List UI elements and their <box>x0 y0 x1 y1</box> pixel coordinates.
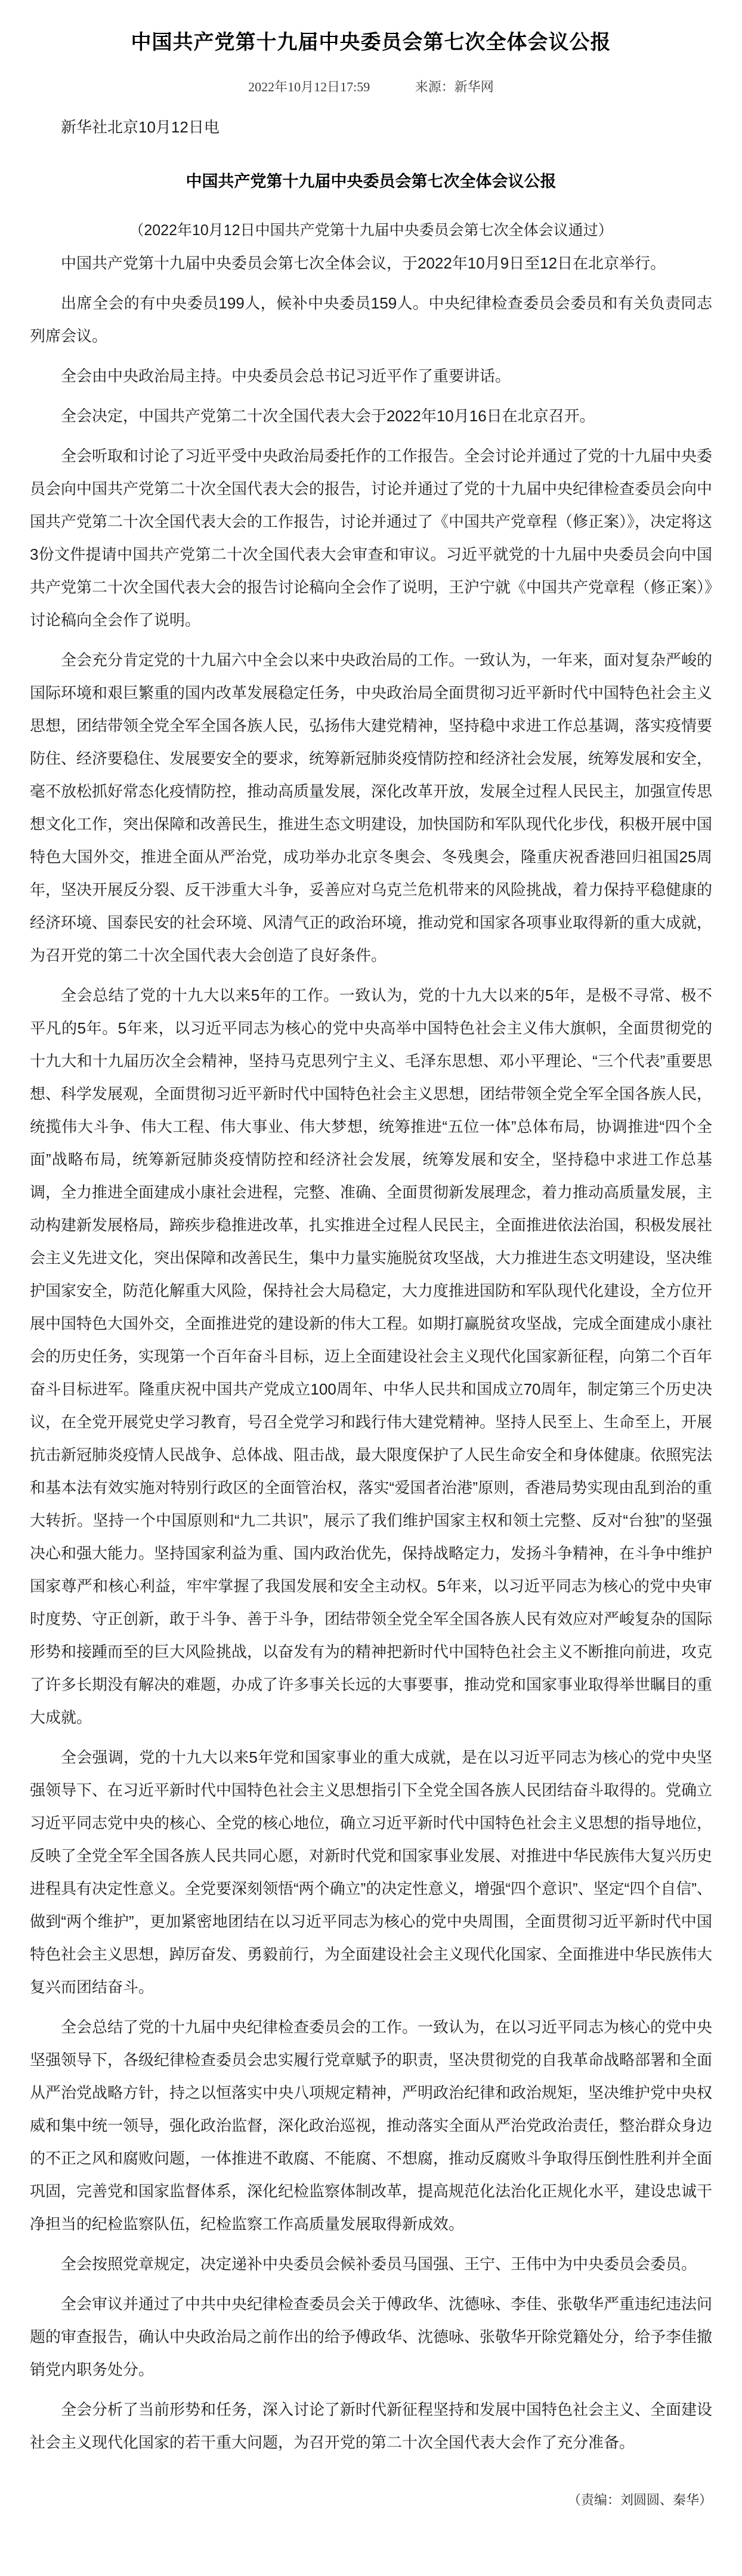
paragraph: 全会充分肯定党的十九届六中全会以来中央政治局的工作。一致认为，一年来，面对复杂严峻的国际环境和艰巨繁重的国内改革发展稳定任务，中央政治局全面贯彻习近平新时代中国特色社会主义思想，团结带领全党全军全国各族人民，弘扬伟大建党精神，坚持稳中求进工作总基调，落实疫情要防住、经济要稳住、发展要安全的要求，统筹新冠肺炎疫情防控和经济社会发展，统筹发展和安全，毫不放松抓好常态化疫情防控，推动高质量发展，深化改革开放，发展全过程人民民主，加强宣传思想文化工作，突出保障和改善民生，推进生态文明建设，加快国防和军队现代化步伐，积极开展中国特色大国外交，推进全面从严治党，成功举办北京冬奥会、冬残奥会，隆重庆祝香港回归祖国25周年，坚决开展反分裂、反干涉重大斗争，妥善应对乌克兰危机带来的风险挑战，着力保持平稳健康的经济环境、国泰民安的社会环境、风清气正的政治环境，推动党和国家各项事业取得新的重大成就，为召开党的第二十次全国代表大会创造了良好条件。 <box>30 651 713 965</box>
paragraph: 全会分析了当前形势和任务，深入讨论了新时代新征程坚持和发展中国特色社会主义、全面建设社会主义现代化国家的若干重大问题，为召开党的第二十次全国代表大会作了充分准备。 <box>30 2401 713 2452</box>
article-body <box>30 111 712 2509</box>
paragraph: 全会决定，中国共产党第二十次全国代表大会于2022年10月16日在北京召开。 <box>61 407 595 425</box>
paragraph: 全会由中央政治局主持。中央委员会总书记习近平作了重要讲话。 <box>61 367 511 385</box>
editors-note: （责编：刘圆圆、秦华） <box>567 2492 712 2508</box>
document-adoption-note: （2022年10月12日中国共产党第十九届中央委员会第七次全体会议通过） <box>129 221 613 239</box>
paragraph: 全会审议并通过了中共中央纪律检查委员会关于傅政华、沈德咏、李佳、张敬华严重违纪违法问题的审查报告，确认中央政治局之前作出的给予傅政华、沈德咏、张敬华开除党籍处分，给予李佳撤销党内职务处分。 <box>30 2295 713 2379</box>
dateline: 新华社北京10月12日电 <box>61 118 219 136</box>
paragraph: 全会总结了党的十九大以来5年的工作。一致认为，党的十九大以来的5年，是极不寻常、极不平凡的5年。5年来，以习近平同志为核心的党中央高举中国特色社会主义伟大旗帜，全面贯彻党的十九大和十九届历次全会精神，坚持马克思列宁主义、毛泽东思想、邓小平理论、“三个代表”重要思想、科学发展观，全面贯彻习近平新时代中国特色社会主义思想，团结带领全党全军全国各族人民，统揽伟大斗争、伟大工程、伟大事业、伟大梦想，统筹推进“五位一体”总体布局，协调推进“四个全面”战略布局，统筹新冠肺炎疫情防控和经济社会发展，统筹发展和安全，坚持稳中求进工作总基调，全力推进全面建成小康社会进程，完整、准确、全面贯彻新发展理念，着力推动高质量发展，主动构建新发展格局，蹄疾步稳推进改革，扎实推进全过程人民民主，全面推进依法治国，积极发展社会主义先进文化，突出保障和改善民生，集中力量实施脱贫攻坚战，大力推进生态文明建设，坚决维护国家安全，防范化解重大风险，保持社会大局稳定，大力度推进国防和军队现代化建设，全方位开展中国特色大国外交，全面推进党的建设新的伟大工程。如期打赢脱贫攻坚战，完成全面建成小康社会的历史任务，实现第一个百年奋斗目标，迈上全面建设社会主义现代化国家新征程，向第二个百年奋斗目标进军。隆重庆祝中国共产党成立100周年、中华人民共和国成立70周年，制定第三个历史决议，在全党开展党史学习教育，号召全党学习和践行伟大建党精神。坚持人民至上、生命至上，开展抗击新冠肺炎疫情人民战争、总体战、阻击战，最大限度保护了人民生命安全和身体健康。依照宪法和基本法有效实施对特别行政区的全面管治权，落实“爱国者治港”原则，香港局势实现由乱到治的重大转折。坚持一个中国原则和“九二共识”，展示了我们维护国家主权和领土完整、反对“台独”的坚强决心和强大能力。坚持国家利益为重、国内政治优先，保持战略定力，发扬斗争精神，在斗争中维护国家尊严和核心利益，牢牢掌握了我国发展和安全主动权。5年来，以习近平同志为核心的党中央审时度势、守正创新，敢于斗争、善于斗争，团结带领全党全军全国各族人民有效应对严峻复杂的国际形势和接踵而至的巨大风险挑战，以奋发有为的精神把新时代中国特色社会主义不断推向前进，攻克了许多长期没有解决的难题，办成了许多事关长远的大事要事，推动党和国家事业取得举世瞩目的重大成就。 <box>30 986 713 1727</box>
paragraph: 出席全会的有中央委员199人，候补中央委员159人。中央纪律检查委员会委员和有关负责同志列席会议。 <box>30 294 712 345</box>
paragraph: 全会按照党章规定，决定递补中央委员会候补委员马国强、王宁、王伟中为中央委员会委员。 <box>61 2255 697 2273</box>
document-title: 中国共产党第十九届中央委员会第七次全体会议公报 <box>186 172 556 190</box>
paragraph: 全会总结了党的十九届中央纪律检查委员会的工作。一致认为，在以习近平同志为核心的党中央坚强领导下，各级纪律检查委员会忠实履行党章赋予的职责，坚决贯彻党的自我革命战略部署和全面从严治党战略方针，持之以恒落实中央八项规定精神，严明政治纪律和政治规矩，坚决维护党中央权威和集中统一领导，强化政治监督，深化政治巡视，推动落实全面从严治党政治责任，整治群众身边的不正之风和腐败问题，一体推进不敢腐、不能腐、不想腐，推动反腐败斗争取得压倒性胜利并全面巩固，完善党和国家监督体系，深化纪检监察体制改革，提高规范化法治化正规化水平，建设忠诚干净担当的纪检监察队伍，纪检监察工作高质量发展取得新成效。 <box>30 2018 713 2233</box>
paragraph: 全会听取和讨论了习近平受中央政治局委托作的工作报告。全会讨论并通过了党的十九届中央委员会向中国共产党第二十次全国代表大会的报告，讨论并通过了党的十九届中央纪律检查委员会向中国共产党第二十次全国代表大会的工作报告，讨论并通过了《中国共产党章程（修正案）》，决定将这3份文件提请中国共产党第二十次全国代表大会审查和审议。习近平就党的十九届中央委员会向中国共产党第二十次全国代表大会的报告讨论稿向全会作了说明，王沪宁就《中国共产党章程（修正案）》讨论稿向全会作了说明。 <box>30 447 713 630</box>
paragraph: 中国共产党第十九届中央委员会第七次全体会议，于2022年10月9日至12日在北京举行。 <box>61 254 666 273</box>
page-title: 中国共产党第十九届中央委员会第七次全体会议公报 <box>131 31 611 54</box>
publish-time: 2022年10月12日17:59 <box>248 79 370 94</box>
paragraph: 全会强调，党的十九大以来5年党和国家事业的重大成就，是在以习近平同志为核心的党中央坚强领导下、在习近平新时代中国特色社会主义思想指引下全党全国各族人民团结奋斗取得的。党确立习近平同志党中央的核心、全党的核心地位，确立习近平新时代中国特色社会主义思想的指导地位，反映了全党全军全国各族人民共同心愿，对新时代党和国家事业发展、对推进中华民族伟大复兴历史进程具有决定性意义。全党要深刻领悟“两个确立”的决定性意义，增强“四个意识”、坚定“四个自信”、做到“两个维护”，更加紧密地团结在以习近平同志为核心的党中央周围，全面贯彻习近平新时代中国特色社会主义思想，踔厉奋发、勇毅前行，为全面建设社会主义现代化国家、全面推进中华民族伟大复兴而团结奋斗。 <box>30 1748 713 1997</box>
article-meta <box>30 77 712 95</box>
source-label: 来源：新华网 <box>415 79 494 94</box>
